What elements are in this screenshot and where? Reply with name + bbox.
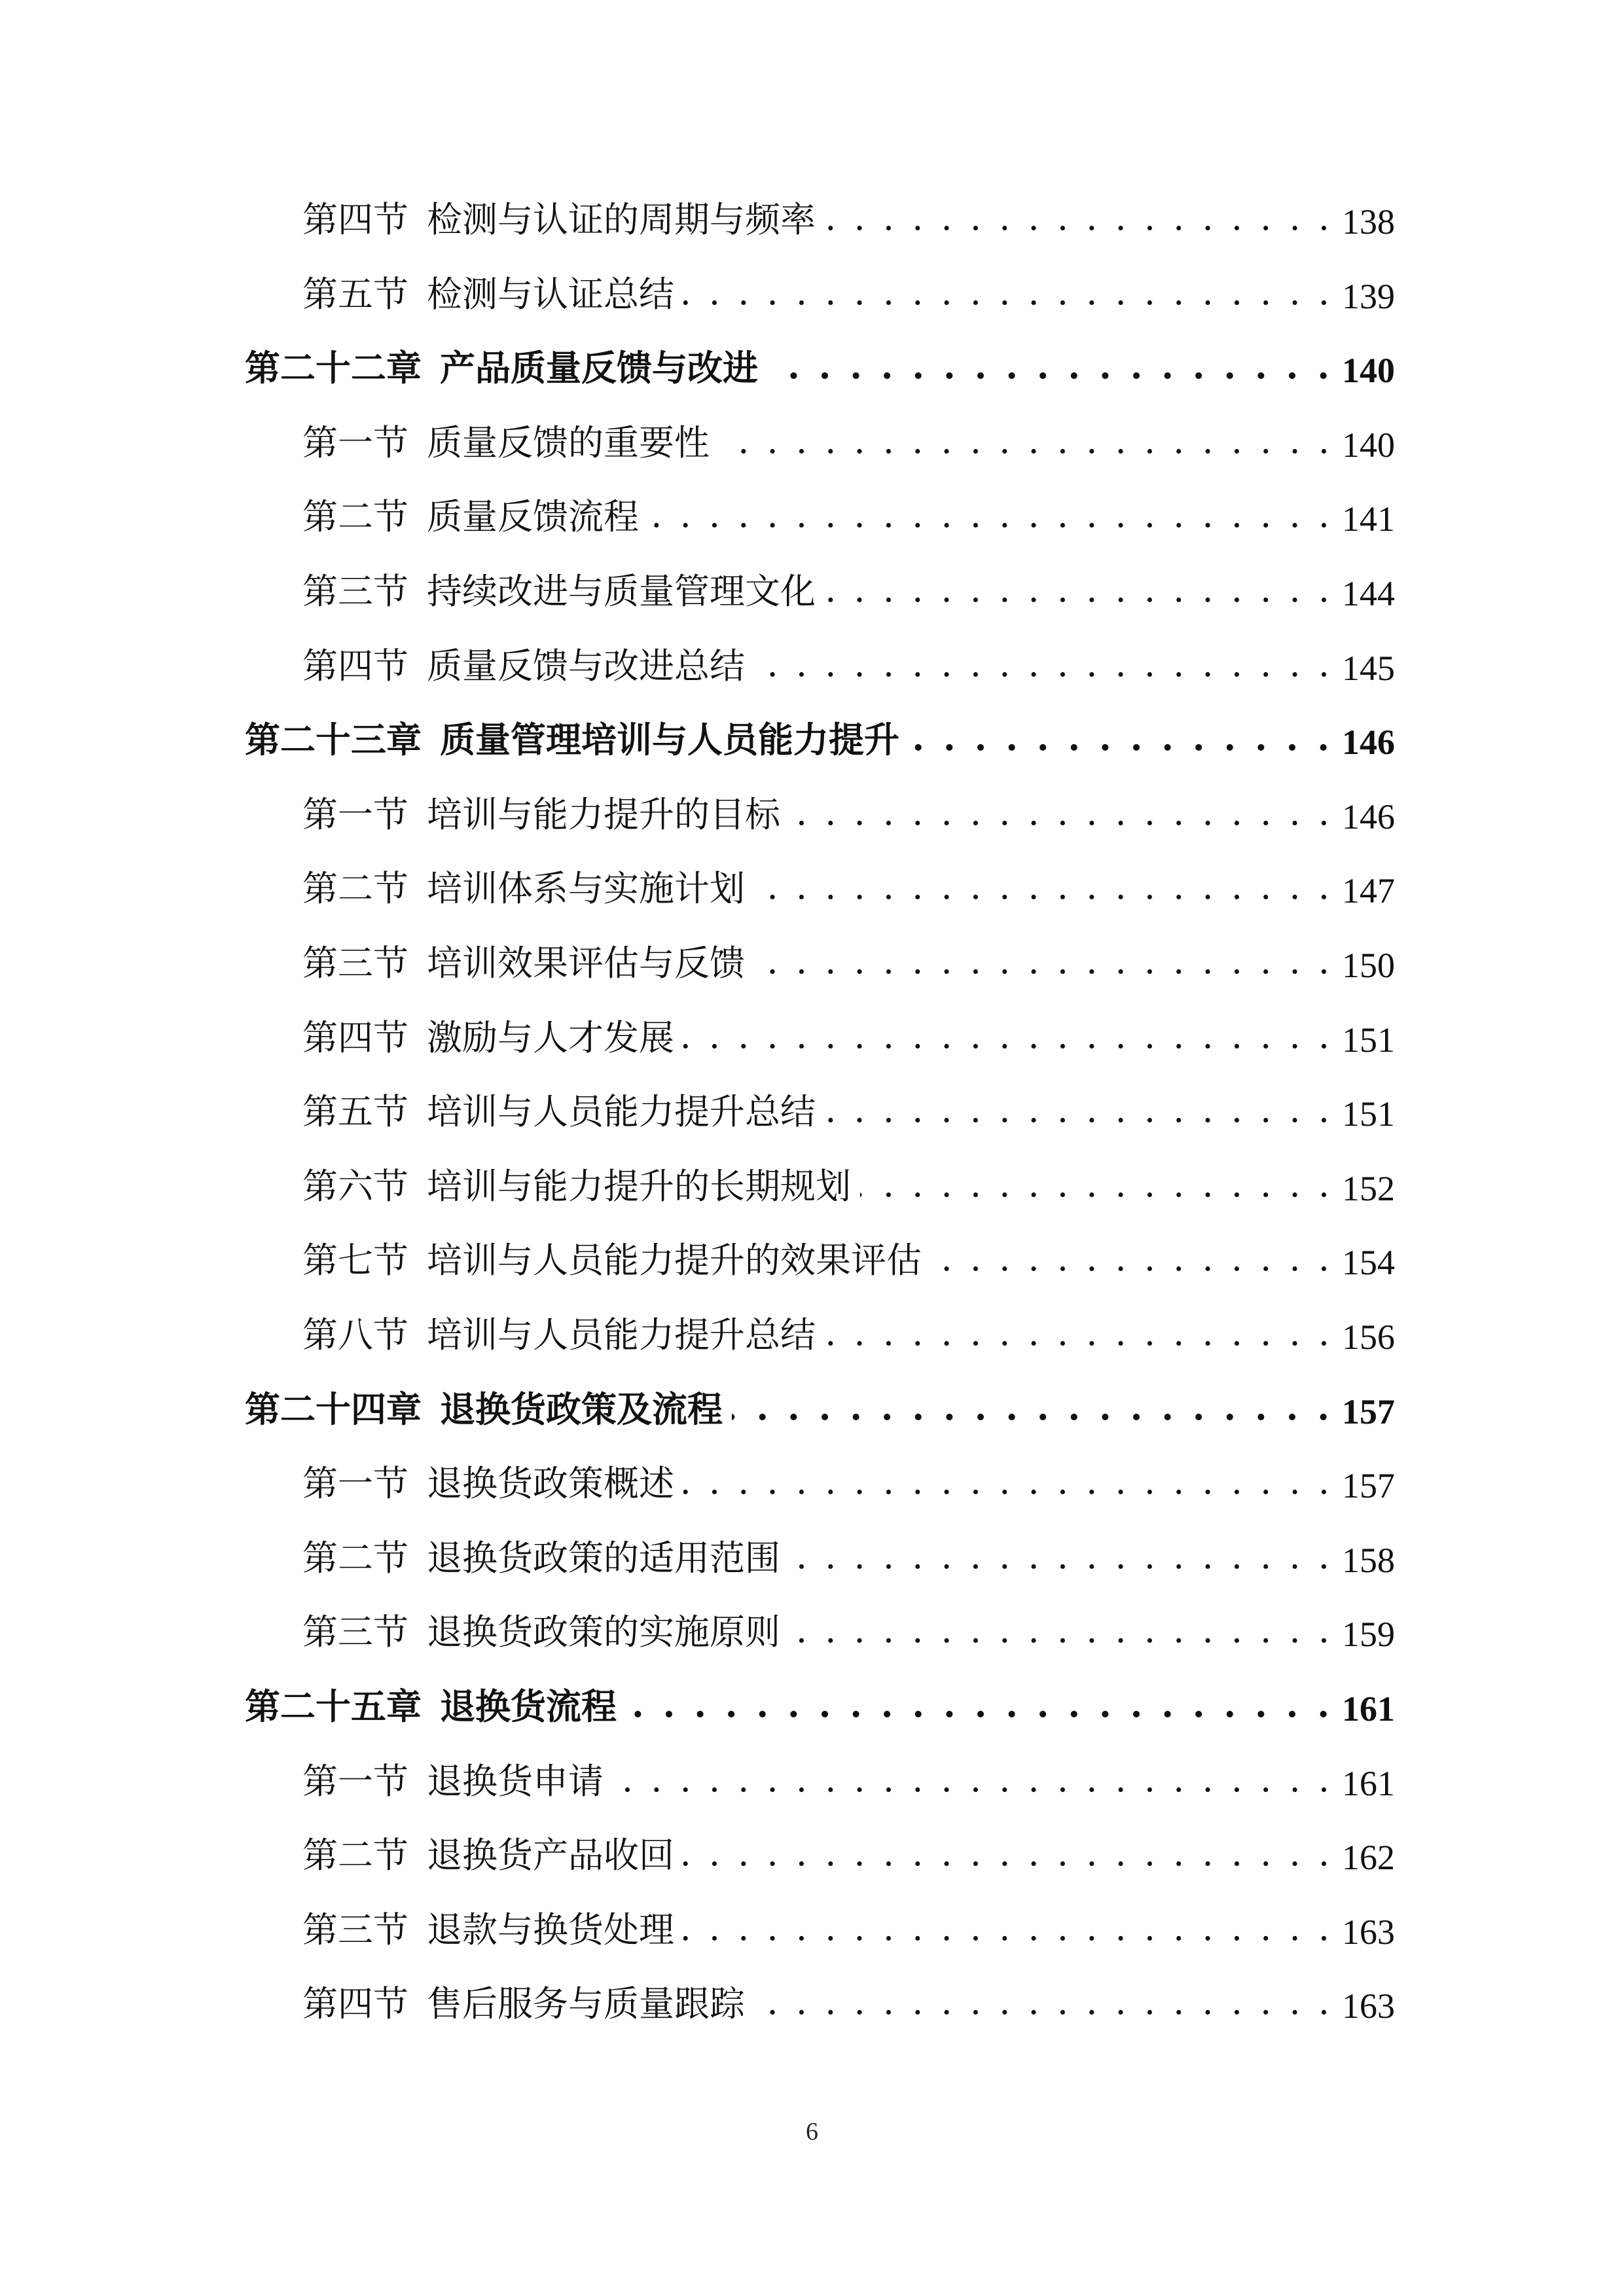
toc-entry-page-number: 146 bbox=[1342, 723, 1395, 762]
toc-dot-leader bbox=[613, 1765, 1333, 1804]
toc-entry-label bbox=[302, 192, 816, 242]
toc-entry-number: 第二节 bbox=[302, 496, 408, 538]
toc-entry-page-number: 141 bbox=[1342, 499, 1395, 539]
toc-section-entry[interactable] bbox=[302, 1157, 1395, 1209]
toc-dot-leader bbox=[825, 1318, 1333, 1357]
toc-dot-leader bbox=[732, 1393, 1333, 1432]
toc-entry-page-number: 163 bbox=[1342, 1912, 1395, 1952]
toc-entry-label bbox=[245, 1382, 723, 1432]
toc-entry-label bbox=[302, 1976, 745, 2026]
toc-entry-title: 培训与人员能力提升总结 bbox=[427, 1314, 816, 1355]
toc-entry-label bbox=[302, 861, 745, 911]
toc-entry-label bbox=[302, 1827, 674, 1878]
toc-entry-number: 第一节 bbox=[302, 1463, 408, 1505]
toc-entry-title: 退款与换货处理 bbox=[427, 1909, 674, 1950]
toc-entry-title: 退换货政策的实施原则 bbox=[427, 1611, 780, 1653]
toc-section-entry[interactable] bbox=[302, 1900, 1395, 1952]
toc-entry-title: 培训与人员能力提升总结 bbox=[427, 1091, 816, 1133]
toc-dot-leader bbox=[767, 351, 1333, 391]
toc-entry-number: 第二节 bbox=[302, 1537, 408, 1579]
toc-entry-title: 退换货产品收回 bbox=[427, 1835, 674, 1876]
toc-dot-leader bbox=[683, 1913, 1333, 1952]
toc-entry-page-number: 154 bbox=[1342, 1243, 1395, 1283]
toc-entry-page-number: 162 bbox=[1342, 1838, 1395, 1878]
toc-entry-page-number: 156 bbox=[1342, 1318, 1395, 1357]
toc-entry-number: 第五节 bbox=[302, 1091, 408, 1133]
toc-entry-page-number: 158 bbox=[1342, 1540, 1395, 1580]
toc-dot-leader bbox=[789, 798, 1333, 837]
toc-entry-number: 第二十四章 bbox=[245, 1388, 422, 1430]
toc-entry-title: 培训体系与实施计划 bbox=[427, 868, 745, 910]
toc-entry-label bbox=[302, 489, 639, 539]
toc-entry-label bbox=[245, 340, 758, 391]
toc-entry-label bbox=[302, 935, 745, 986]
toc-section-entry[interactable] bbox=[302, 1528, 1395, 1581]
toc-section-entry[interactable] bbox=[302, 933, 1395, 986]
toc-section-entry[interactable] bbox=[302, 785, 1395, 837]
toc-entry-title: 退换货政策及流程 bbox=[440, 1388, 723, 1430]
toc-entry-title: 培训效果评估与反馈 bbox=[427, 942, 745, 984]
toc-entry-label bbox=[302, 638, 745, 689]
toc-entry-label bbox=[302, 1010, 674, 1060]
toc-entry-number: 第二十二章 bbox=[245, 347, 422, 389]
toc-entry-number: 第三节 bbox=[302, 1611, 408, 1653]
toc-dot-leader bbox=[789, 1615, 1333, 1655]
toc-entry-page-number: 161 bbox=[1342, 1689, 1395, 1729]
toc-entry-title: 退换货申请 bbox=[427, 1760, 604, 1802]
toc-entry-number: 第四节 bbox=[302, 645, 408, 687]
toc-section-entry[interactable] bbox=[302, 487, 1395, 539]
toc-entry-label bbox=[302, 1307, 816, 1357]
toc-entry-page-number: 157 bbox=[1342, 1391, 1395, 1431]
toc-entry-title: 培训与人员能力提升的效果评估 bbox=[427, 1240, 922, 1282]
toc-entry-number: 第七节 bbox=[302, 1240, 408, 1282]
toc-entry-label bbox=[302, 1530, 780, 1581]
toc-section-entry[interactable] bbox=[302, 190, 1395, 242]
toc-entry-title: 检测与认证的周期与频率 bbox=[427, 199, 816, 240]
toc-entry-title: 激励与人才发展 bbox=[427, 1016, 674, 1058]
toc-entry-number: 第二节 bbox=[302, 1835, 408, 1876]
toc-dot-leader bbox=[754, 649, 1333, 689]
toc-section-entry[interactable] bbox=[302, 413, 1395, 465]
toc-dot-leader bbox=[825, 575, 1333, 614]
toc-entry-number: 第四节 bbox=[302, 1016, 408, 1058]
toc-entry-title: 售后服务与质量跟踪 bbox=[427, 1983, 745, 2025]
toc-entry-label bbox=[302, 1456, 674, 1506]
footer-page-number: 6 bbox=[806, 2118, 818, 2145]
toc-entry-number: 第四节 bbox=[302, 1983, 408, 2025]
toc-entry-number: 第六节 bbox=[302, 1165, 408, 1207]
toc-section-entry[interactable] bbox=[302, 636, 1395, 689]
toc-entry-number: 第五节 bbox=[302, 273, 408, 315]
toc-entry-page-number: 145 bbox=[1342, 648, 1395, 688]
toc-entry-title: 持续改进与质量管理文化 bbox=[427, 571, 816, 612]
toc-entry-page-number: 150 bbox=[1342, 946, 1395, 985]
toc-dot-leader bbox=[860, 1170, 1333, 1209]
toc-entry-page-number: 163 bbox=[1342, 1986, 1395, 2026]
toc-dot-leader bbox=[789, 1541, 1333, 1581]
toc-chapter-entry[interactable] bbox=[245, 338, 1395, 391]
toc-entry-label bbox=[245, 1679, 617, 1729]
toc-dot-leader bbox=[825, 203, 1333, 242]
toc-dot-leader bbox=[931, 1244, 1333, 1283]
toc-entry-page-number: 140 bbox=[1342, 425, 1395, 465]
toc-entry-page-number: 146 bbox=[1342, 797, 1395, 836]
toc-entry-label bbox=[302, 266, 674, 317]
toc-entry-number: 第二十三章 bbox=[245, 719, 422, 761]
toc-entry-page-number: 151 bbox=[1342, 1094, 1395, 1134]
toc-chapter-entry[interactable] bbox=[245, 1677, 1395, 1729]
toc-entry-number: 第三节 bbox=[302, 1909, 408, 1950]
toc-entry-title: 培训与能力提升的目标 bbox=[427, 793, 780, 835]
toc-entry-label bbox=[302, 1158, 851, 1209]
toc-entry-number: 第四节 bbox=[302, 199, 408, 240]
toc-entry-title: 质量反馈与改进总结 bbox=[427, 645, 745, 687]
toc-entry-page-number: 147 bbox=[1342, 871, 1395, 911]
toc-dot-leader bbox=[909, 723, 1333, 762]
toc-entry-page-number: 157 bbox=[1342, 1466, 1395, 1506]
toc-entry-label bbox=[302, 1604, 780, 1655]
toc-entry-number: 第二十五章 bbox=[245, 1685, 422, 1727]
toc-entry-label bbox=[302, 1084, 816, 1134]
toc-section-entry[interactable] bbox=[302, 859, 1395, 911]
toc-entry-label bbox=[302, 564, 816, 614]
toc-section-entry[interactable] bbox=[302, 1454, 1395, 1506]
toc-section-entry[interactable] bbox=[302, 1008, 1395, 1060]
toc-entry-number: 第一节 bbox=[302, 793, 408, 835]
toc-chapter-entry[interactable] bbox=[245, 1380, 1395, 1432]
toc-dot-leader bbox=[825, 1095, 1333, 1134]
toc-section-entry[interactable] bbox=[302, 264, 1395, 317]
toc-dot-leader bbox=[683, 1467, 1333, 1506]
toc-dot-leader bbox=[683, 1839, 1333, 1878]
toc-entry-page-number: 144 bbox=[1342, 574, 1395, 613]
toc-entry-title: 退换货流程 bbox=[440, 1685, 617, 1727]
toc-dot-leader bbox=[754, 872, 1333, 911]
toc-entry-title: 质量反馈流程 bbox=[427, 496, 639, 538]
toc-section-entry[interactable] bbox=[302, 1082, 1395, 1134]
toc-section-entry[interactable] bbox=[302, 1230, 1395, 1283]
toc-entry-title: 退换货政策概述 bbox=[427, 1463, 674, 1505]
toc-section-entry[interactable] bbox=[302, 1751, 1395, 1804]
toc-entry-number: 第八节 bbox=[302, 1314, 408, 1355]
toc-section-entry[interactable] bbox=[302, 1825, 1395, 1878]
toc-entry-page-number: 140 bbox=[1342, 351, 1395, 391]
toc-entry-label bbox=[302, 1232, 922, 1283]
toc-entry-title: 质量反馈的重要性 bbox=[427, 422, 710, 463]
toc-section-entry[interactable] bbox=[302, 1974, 1395, 2026]
toc-entry-label bbox=[302, 1753, 604, 1804]
toc-entry-page-number: 138 bbox=[1342, 202, 1395, 242]
toc-entry-number: 第一节 bbox=[302, 1760, 408, 1802]
toc-entry-title: 质量管理培训与人员能力提升 bbox=[440, 719, 899, 761]
toc-entry-page-number: 151 bbox=[1342, 1020, 1395, 1060]
toc-entry-title: 检测与认证总结 bbox=[427, 273, 674, 315]
toc-entry-page-number: 161 bbox=[1342, 1763, 1395, 1803]
toc-entry-number: 第三节 bbox=[302, 571, 408, 612]
toc-entry-title: 产品质量反馈与改进 bbox=[440, 347, 758, 389]
toc-section-entry[interactable] bbox=[302, 1602, 1395, 1655]
toc-entry-page-number: 139 bbox=[1342, 276, 1395, 316]
toc-entry-page-number: 159 bbox=[1342, 1615, 1395, 1655]
toc-entry-label bbox=[302, 415, 710, 465]
toc-entry-number: 第二节 bbox=[302, 868, 408, 910]
toc-entry-label bbox=[302, 1902, 674, 1952]
toc-dot-leader bbox=[648, 500, 1333, 539]
toc-section-entry[interactable] bbox=[302, 562, 1395, 614]
toc-dot-leader bbox=[754, 946, 1333, 986]
toc-entry-page-number: 152 bbox=[1342, 1168, 1395, 1208]
toc-dot-leader bbox=[719, 426, 1333, 465]
toc-entry-label bbox=[245, 712, 899, 762]
toc-section-entry[interactable] bbox=[302, 1305, 1395, 1357]
toc-entry-number: 第一节 bbox=[302, 422, 408, 463]
toc-dot-leader bbox=[626, 1690, 1333, 1729]
toc-entry-number: 第三节 bbox=[302, 942, 408, 984]
toc-dot-leader bbox=[683, 1021, 1333, 1060]
toc-entry-label bbox=[302, 787, 780, 837]
toc-entry-title: 退换货政策的适用范围 bbox=[427, 1537, 780, 1579]
toc-chapter-entry[interactable] bbox=[245, 710, 1395, 762]
toc-dot-leader bbox=[683, 278, 1333, 317]
toc-entry-title: 培训与能力提升的长期规划 bbox=[427, 1165, 851, 1207]
toc-dot-leader bbox=[754, 1987, 1333, 2026]
